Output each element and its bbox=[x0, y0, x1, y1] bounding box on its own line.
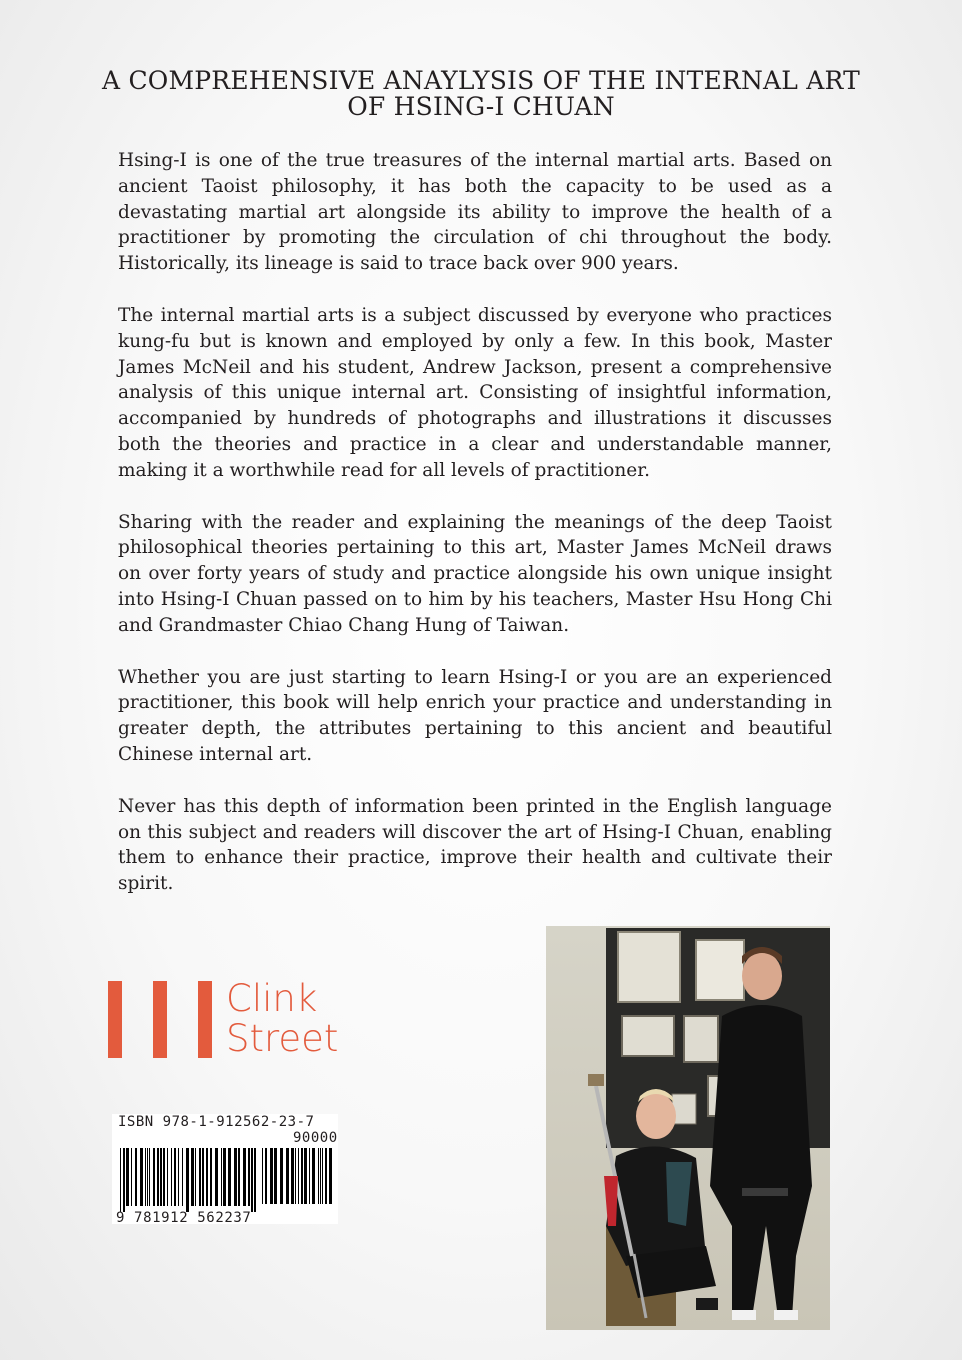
barcode-bar bbox=[262, 1148, 263, 1204]
barcode-bar bbox=[195, 1148, 196, 1206]
barcode-bar bbox=[254, 1148, 256, 1212]
barcode-bar bbox=[265, 1148, 267, 1204]
blurb bbox=[118, 148, 832, 923]
paragraph-1: Hsing-I is one of the true treasures of the internal martial arts. Based on ancient Taoist philosophy, it has both the capacity to be used as a devastating martial art alongside its ability to improve the health of a practitioner by promoting the circulation of chi throughout the body. Historically, its lineage is said to trace back over 900 years. bbox=[118, 150, 832, 275]
barcode-bar bbox=[309, 1148, 310, 1204]
title-line-1: A COMPREHENSIVE ANAYLYSIS OF THE INTERNAL ART bbox=[102, 66, 860, 95]
publisher-logo bbox=[108, 979, 348, 1059]
page-title bbox=[100, 68, 862, 120]
barcode-addon-bars bbox=[262, 1148, 334, 1210]
barcode-bar bbox=[243, 1148, 246, 1206]
barcode-bar bbox=[149, 1148, 150, 1206]
barcode-bar bbox=[228, 1148, 231, 1206]
barcode-bar bbox=[312, 1148, 315, 1204]
author-photo bbox=[546, 926, 830, 1330]
barcode-bar bbox=[221, 1148, 222, 1206]
barcode-bar bbox=[167, 1148, 168, 1206]
barcode-bar bbox=[171, 1148, 172, 1206]
barcode-bar bbox=[234, 1148, 237, 1206]
barcode-bar bbox=[329, 1148, 332, 1204]
barcode-bar bbox=[320, 1148, 321, 1204]
barcode-bar bbox=[291, 1148, 294, 1204]
barcode-bar bbox=[153, 1148, 155, 1206]
barcode-bar bbox=[301, 1148, 303, 1204]
barcode-bar bbox=[206, 1148, 208, 1206]
paragraph-3: Sharing with the reader and explaining the meanings of the deep Taoist philosophical theories pertaining to this art, Master James McNeil draws on over forty years of study and practice alongside his own unique insight into Hsing-I Chuan passed on to him by his teachers, Master Hsu Hong Chi and Grandmaster Chiao Chang Hung of Taiwan. bbox=[118, 511, 832, 636]
barcode-bar bbox=[325, 1148, 327, 1204]
barcode-bar bbox=[318, 1148, 319, 1204]
barcode-bar bbox=[295, 1148, 296, 1204]
barcode-bar bbox=[147, 1148, 148, 1206]
barcode-bar bbox=[191, 1148, 194, 1206]
publisher-line-1: Clink bbox=[226, 977, 318, 1020]
logo-bar-2 bbox=[153, 981, 167, 1058]
logo-bar-1 bbox=[108, 981, 122, 1058]
barcode-bar bbox=[215, 1148, 218, 1206]
paragraph-2: The internal martial arts is a subject discussed by everyone who practices kung-fu but is known and employed by only a few. In this book, Master James McNeil and his student, Andrew Jackson, present a comprehensive analysis of this unique internal art. Consisting of insightful information, accompanied by hundreds of photographs and illustrations it discusses both the theories and practice in a clear and understandable manner, making it a worthwhile read for all levels of practitioner. bbox=[118, 304, 832, 481]
barcode-bar bbox=[223, 1148, 226, 1206]
barcode-bar bbox=[123, 1148, 125, 1212]
author-photo-image bbox=[546, 926, 830, 1330]
barcode-bar bbox=[120, 1148, 121, 1212]
barcode-bar bbox=[145, 1148, 146, 1206]
barcode-bar bbox=[251, 1148, 253, 1212]
publisher-name bbox=[226, 979, 338, 1059]
barcode-bar bbox=[270, 1148, 273, 1204]
barcode-bar bbox=[202, 1148, 204, 1206]
barcode-bar bbox=[135, 1148, 137, 1206]
barcode-bar bbox=[274, 1148, 277, 1204]
barcode-bar bbox=[199, 1148, 201, 1206]
isbn-barcode bbox=[112, 1114, 338, 1224]
barcode-bar bbox=[182, 1148, 183, 1206]
barcode-bar bbox=[304, 1148, 307, 1204]
isbn-label: ISBN 978-1-912562-23-7 bbox=[118, 1114, 315, 1130]
barcode-bar bbox=[160, 1148, 162, 1206]
barcode-bar bbox=[280, 1148, 283, 1204]
title-line-2: OF HSING-I CHUAN bbox=[347, 92, 615, 121]
barcode-bar bbox=[157, 1148, 159, 1206]
barcode-bar bbox=[178, 1148, 179, 1206]
barcode-bar bbox=[298, 1148, 299, 1204]
barcode-bar bbox=[163, 1148, 165, 1206]
barcode-main-bars bbox=[120, 1148, 256, 1212]
barcode-bar bbox=[140, 1148, 143, 1206]
publisher-line-2: Street bbox=[226, 1017, 339, 1060]
barcode-bar bbox=[210, 1148, 212, 1206]
paragraph-5: Never has this depth of information been printed in the English language on this subject and readers will discover the art of Hsing-I Chuan, enabling them to enhance their practice, improve their health and cultivate their spirit. bbox=[118, 795, 832, 895]
ean-digits: 9 781912 562237 bbox=[116, 1210, 252, 1226]
barcode-bar bbox=[286, 1148, 289, 1204]
barcode-bar bbox=[322, 1148, 323, 1204]
price-code: 90000 bbox=[293, 1130, 338, 1146]
paragraph-4: Whether you are just starting to learn Hsing-I or you are an experienced practitioner, this book will help enrich your practice and understanding in greater depth, the attributes pertaining to this ancient and beautiful Chinese internal art. bbox=[118, 666, 832, 765]
barcode-bar bbox=[248, 1148, 250, 1206]
logo-bar-3 bbox=[198, 981, 212, 1058]
barcode-bar bbox=[238, 1148, 240, 1206]
barcode-bar bbox=[131, 1148, 132, 1206]
barcode-bar bbox=[186, 1148, 189, 1212]
barcode-bar bbox=[126, 1148, 129, 1206]
barcode-bar bbox=[174, 1148, 176, 1206]
